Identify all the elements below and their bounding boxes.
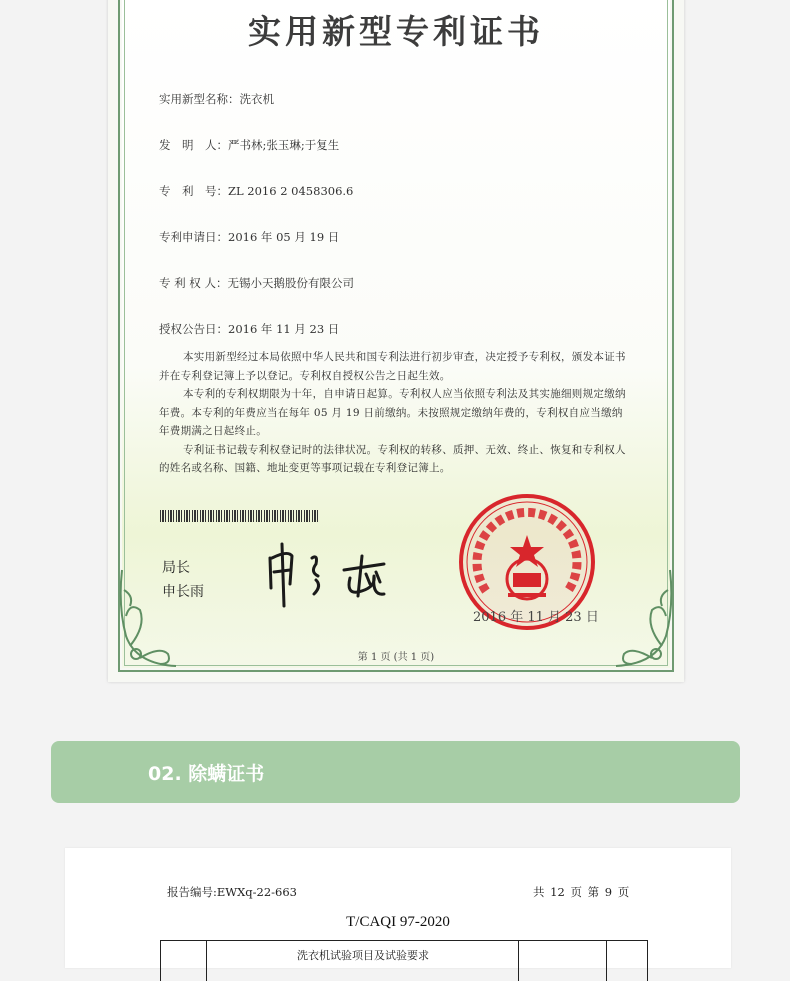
director-name: 申长雨: [162, 584, 204, 600]
certificate-paragraph: 本实用新型经过本局依照中华人民共和国专利法进行初步审查，决定授予专利权，颁发本证书并在专利登记簿上予以登记。专利权自授权公告之日起生效。: [159, 351, 626, 382]
corner-ornament-right: [596, 566, 676, 674]
field-label: 授权公告日：: [159, 322, 228, 336]
section-banner-label: 02. 除螨证书: [148, 763, 265, 785]
field-label: 专利申请日：: [159, 230, 228, 244]
director-title: 局长: [162, 560, 190, 576]
director-signature: [266, 536, 416, 608]
certificate-page-number: 第 1 页 (共 1 页): [357, 652, 435, 663]
report-page-info: 共 12 页 第 9 页: [533, 885, 630, 899]
field-value: 洗衣机: [239, 92, 274, 106]
report-table-header: 洗衣机试验项目及试验要求: [297, 949, 429, 962]
field-value: ZL 2016 2 0458306.6: [228, 184, 354, 198]
section-banner: [51, 741, 740, 803]
report-table: [160, 940, 648, 981]
field-value: 无锡小天鹅股份有限公司: [227, 276, 354, 290]
corner-ornament-left: [116, 566, 196, 674]
field-label: 专 利 号：: [159, 184, 228, 198]
patent-certificate: [108, 0, 684, 682]
field-value: 2016 年 05 月 19 日: [228, 230, 340, 244]
certificate-paragraph: 专利证书记载专利权登记时的法律状况。专利权的转移、质押、无效、终止、恢复和专利权人的姓名或名称、国籍、地址变更等事项记载在专利登记簿上。: [159, 443, 626, 474]
report-number: 报告编号:EWXq-22-663: [167, 885, 297, 899]
field-patentee: [159, 275, 354, 291]
field-utility-model-name: [159, 91, 274, 107]
certificate-paragraph: 本专利的专利权期限为十年，自申请日起算。专利权人应当依照专利法及其实施细则规定缴纳年费。本专利的年费应当在每年 05 月 19 日前缴纳。未按照规定缴纳年费的，专利权自应当缴纳年费期满之日起终止。: [159, 388, 626, 437]
field-inventors: [159, 137, 339, 153]
field-label: 发 明 人：: [159, 138, 228, 152]
test-report-page: [65, 848, 731, 968]
seal-date: 2016 年 11 月 23 日: [473, 610, 599, 625]
field-label: 专 利 权 人：: [159, 276, 228, 290]
barcode: [160, 510, 320, 522]
field-value: 严书林;张玉琳;于复生: [228, 138, 340, 152]
certificate-body-text: [159, 348, 629, 478]
field-application-date: [159, 229, 339, 245]
field-patent-number: [159, 183, 353, 199]
report-standard: T/CAQI 97-2020: [346, 914, 450, 930]
field-value: 2016 年 11 月 23 日: [228, 322, 340, 336]
certificate-title: 实用新型专利证书: [248, 12, 544, 51]
field-grant-date: [159, 321, 339, 337]
field-label: 实用新型名称：: [159, 92, 240, 106]
table-divider: [606, 941, 607, 981]
